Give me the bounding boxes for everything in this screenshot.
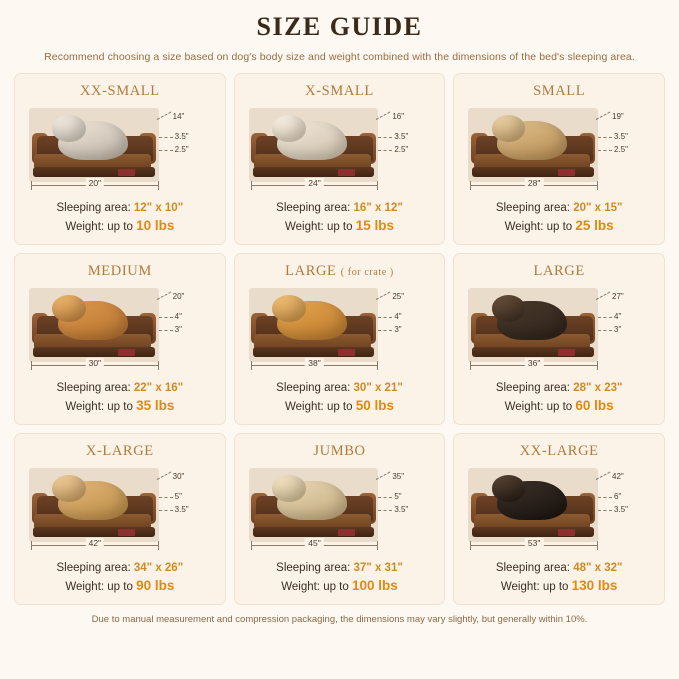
size-card: [14, 73, 226, 245]
dog-illustration: [468, 288, 598, 362]
width-dimension-line: [470, 177, 598, 190]
width-dimension: 45": [305, 538, 323, 548]
card-figure: [243, 284, 437, 378]
sleeping-area-label: Sleeping area:: [276, 381, 354, 394]
card-size-name: X-SMALL: [305, 83, 374, 99]
dimension-callouts: [376, 470, 434, 530]
width-dimension-line: [251, 177, 379, 190]
mid-dimension: 3.5": [614, 132, 628, 141]
dog-illustration: [249, 108, 379, 182]
mid-dimension: 6": [614, 492, 622, 501]
mid-dimension: 5": [174, 492, 182, 501]
height-dimension: 35": [392, 472, 405, 481]
weight-label: Weight: up to: [500, 581, 572, 594]
product-photo: [249, 108, 379, 182]
card-figure: [462, 104, 656, 198]
product-photo: [249, 468, 379, 542]
dog-illustration: [468, 108, 598, 182]
weight-label: Weight: up to: [504, 401, 576, 414]
card-figure: [462, 464, 656, 558]
card-size-name: X-LARGE: [85, 443, 154, 459]
dog-illustration: [29, 468, 159, 542]
card-size-name: MEDIUM: [87, 263, 152, 279]
weight-label: Weight: up to: [281, 581, 352, 594]
width-dimension-line: [470, 537, 598, 550]
sleeping-area-value: 20" x 15": [573, 201, 623, 214]
mid-dimension: 4": [394, 312, 402, 321]
card-specs: [462, 560, 656, 596]
card-size-name: XX-LARGE: [519, 443, 599, 459]
sleeping-area-value: 22" x 16": [133, 381, 184, 394]
card-title: [462, 263, 656, 280]
card-specs: [243, 200, 437, 236]
card-figure: [243, 104, 437, 198]
height-dimension: 19": [612, 112, 624, 121]
card-size-note: ( for crate ): [340, 267, 394, 278]
dimension-callouts: [596, 110, 654, 170]
sleeping-area-label: Sleeping area:: [495, 201, 574, 214]
mid-dimension: 5": [394, 492, 402, 501]
sleeping-area-label: Sleeping area:: [495, 561, 574, 574]
product-photo: [29, 468, 159, 542]
sleeping-area-value: 30" x 21": [353, 381, 403, 394]
size-card: [234, 433, 446, 605]
card-size-name: LARGE: [285, 263, 337, 279]
card-size-name: XX-SMALL: [79, 83, 160, 99]
card-title: [243, 263, 437, 280]
weight-value: 130 lbs: [571, 578, 618, 594]
height-dimension: 16": [392, 112, 405, 121]
product-photo: [468, 468, 598, 542]
weight-value: 15 lbs: [355, 218, 394, 234]
dimension-callouts: [376, 110, 434, 170]
width-dimension: 53": [525, 538, 543, 548]
sleeping-area-label: Sleeping area:: [56, 381, 134, 394]
sleeping-area-label: Sleeping area:: [276, 201, 354, 214]
height-dimension: 30": [172, 472, 185, 481]
mid-dimension: 4": [174, 312, 182, 321]
dog-illustration: [29, 108, 159, 182]
width-dimension-line: [251, 537, 379, 550]
width-dimension: 36": [525, 358, 543, 368]
size-card: [14, 253, 226, 425]
weight-value: 35 lbs: [136, 398, 175, 414]
width-dimension: 38": [305, 358, 323, 368]
card-title: [243, 443, 437, 460]
low-dimension: 2.5": [394, 145, 409, 154]
low-dimension: 3.5": [394, 505, 409, 514]
width-dimension: 30": [86, 358, 104, 368]
card-size-name: SMALL: [533, 83, 586, 99]
disclaimer-text: Due to manual measurement and compression packaging, the dimensions may vary slightly, but generally within 10%.: [91, 614, 588, 625]
card-specs: [23, 200, 217, 236]
card-figure: [243, 464, 437, 558]
width-dimension: 42": [86, 538, 104, 548]
dimension-callouts: [376, 290, 434, 350]
card-figure: [462, 284, 656, 378]
weight-label: Weight: up to: [504, 221, 576, 234]
card-title: [462, 443, 656, 460]
height-dimension: 14": [172, 112, 185, 121]
height-dimension: 20": [172, 292, 185, 301]
dimension-callouts: [157, 290, 215, 350]
dimension-callouts: [157, 470, 215, 530]
card-size-name: LARGE: [533, 263, 585, 279]
weight-label: Weight: up to: [65, 221, 137, 234]
weight-value: 25 lbs: [575, 218, 614, 234]
dimension-callouts: [596, 290, 654, 350]
card-specs: [23, 380, 217, 416]
page-subtitle: Recommend choosing a size based on dog's body size and weight combined with the dimensions of the bed's sleeping area.: [44, 51, 635, 63]
dog-illustration: [249, 288, 379, 362]
sleeping-area-value: 28" x 23": [573, 381, 623, 394]
sleeping-area-value: 16" x 12": [353, 201, 403, 214]
card-specs: [23, 560, 217, 596]
size-card: [234, 73, 446, 245]
size-card: [453, 253, 665, 425]
height-dimension: 25": [392, 292, 405, 301]
card-title: [23, 83, 217, 100]
low-dimension: 2.5": [174, 145, 189, 154]
weight-value: 50 lbs: [355, 398, 394, 414]
sleeping-area-label: Sleeping area:: [56, 201, 134, 214]
weight-value: 60 lbs: [575, 398, 614, 414]
card-specs: [462, 380, 656, 416]
product-photo: [468, 288, 598, 362]
mid-dimension: 3.5": [394, 132, 409, 141]
size-card: [453, 433, 665, 605]
sleeping-area-label: Sleeping area:: [276, 561, 354, 574]
product-photo: [249, 288, 379, 362]
card-title: [23, 443, 217, 460]
low-dimension: 3": [174, 325, 182, 334]
weight-label: Weight: up to: [65, 581, 137, 594]
card-figure: [23, 284, 217, 378]
sleeping-area-label: Sleeping area:: [495, 381, 574, 394]
width-dimension-line: [31, 537, 159, 550]
sleeping-area-value: 48" x 32": [573, 561, 623, 574]
card-size-name: JUMBO: [313, 443, 366, 459]
page-title: SIZE GUIDE: [256, 12, 423, 41]
sleeping-area-value: 34" x 26": [133, 561, 184, 574]
size-card: [234, 253, 446, 425]
card-specs: [243, 380, 437, 416]
width-dimension-line: [31, 357, 159, 370]
sleeping-area-label: Sleeping area:: [56, 561, 134, 574]
sleeping-area-value: 37" x 31": [353, 561, 403, 574]
card-figure: [23, 104, 217, 198]
mid-dimension: 4": [614, 312, 622, 321]
dimension-callouts: [596, 470, 654, 530]
sleeping-area-value: 12" x 10": [133, 201, 184, 214]
product-photo: [29, 288, 159, 362]
dimension-callouts: [157, 110, 215, 170]
low-dimension: 2.5": [614, 145, 628, 154]
width-dimension-line: [31, 177, 159, 190]
width-dimension: 24": [305, 178, 323, 188]
width-dimension: 20": [86, 178, 104, 188]
width-dimension-line: [470, 357, 598, 370]
card-title: [243, 83, 437, 100]
product-photo: [468, 108, 598, 182]
card-specs: [462, 200, 656, 236]
weight-value: 10 lbs: [136, 218, 175, 234]
width-dimension-line: [251, 357, 379, 370]
weight-label: Weight: up to: [284, 401, 356, 414]
dog-illustration: [468, 468, 598, 542]
width-dimension: 28": [525, 178, 543, 188]
height-dimension: 42": [612, 472, 624, 481]
weight-label: Weight: up to: [284, 221, 356, 234]
low-dimension: 3.5": [174, 505, 189, 514]
size-card: [453, 73, 665, 245]
size-card-grid: [14, 73, 665, 605]
mid-dimension: 3.5": [174, 132, 189, 141]
height-dimension: 27": [612, 292, 624, 301]
low-dimension: 3": [394, 325, 402, 334]
low-dimension: 3": [614, 325, 622, 334]
card-title: [23, 263, 217, 280]
dog-illustration: [249, 468, 379, 542]
card-title: [462, 83, 656, 100]
size-card: [14, 433, 226, 605]
weight-value: 100 lbs: [351, 578, 398, 594]
weight-label: Weight: up to: [65, 401, 137, 414]
weight-value: 90 lbs: [136, 578, 175, 594]
card-figure: [23, 464, 217, 558]
dog-illustration: [29, 288, 159, 362]
product-photo: [29, 108, 159, 182]
card-specs: [243, 560, 437, 596]
low-dimension: 3.5": [614, 505, 628, 514]
